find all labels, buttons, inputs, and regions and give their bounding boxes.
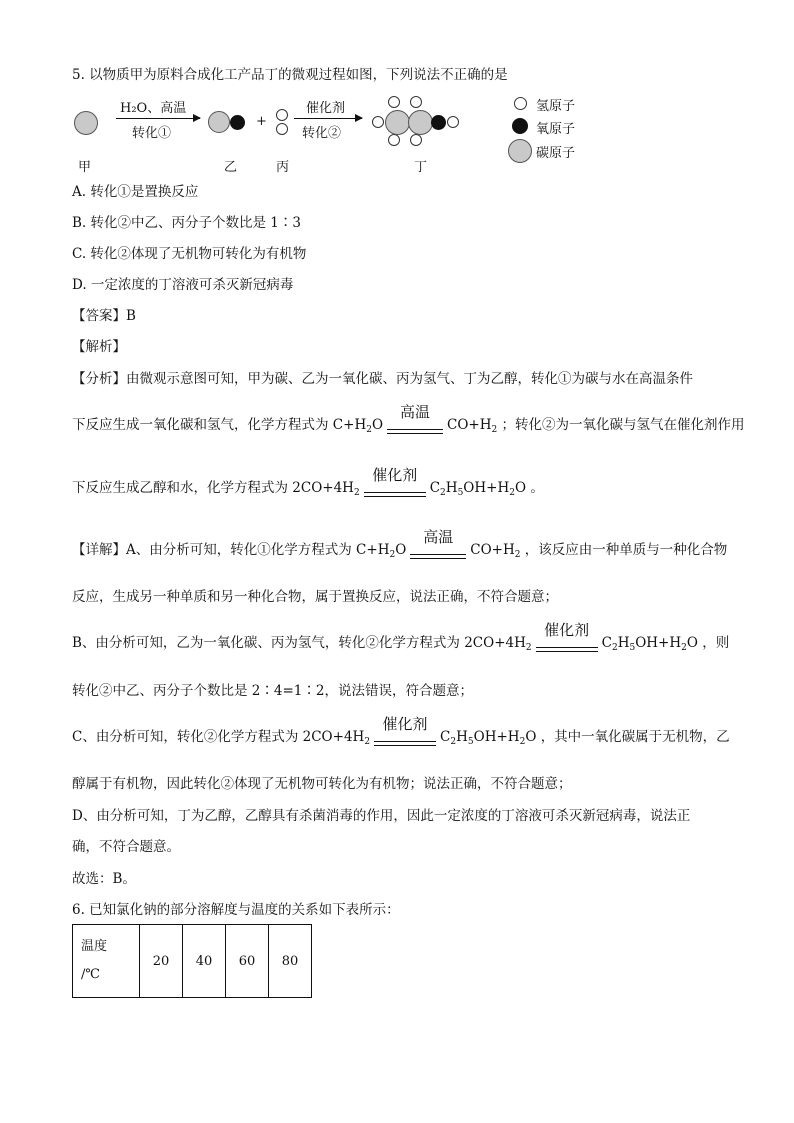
eq-text: O xyxy=(395,542,407,558)
oxygen-atom-icon xyxy=(230,115,245,130)
equation-2 xyxy=(302,715,537,747)
hydrogen-atom-icon xyxy=(410,96,422,108)
eq-text: OH+H xyxy=(473,729,520,745)
table-header-cell xyxy=(73,925,140,998)
eq-text: O xyxy=(686,635,698,651)
eq-text: 2CO+4H xyxy=(302,729,365,745)
eq-text: C+H xyxy=(356,542,390,558)
equation-2 xyxy=(292,466,527,498)
detail-c-text-1b: ，其中一氧化碳属于无机物，乙 xyxy=(540,729,730,745)
table-row xyxy=(73,925,312,998)
equals-sign xyxy=(385,403,445,439)
arrow1-condition: H₂O、高温 xyxy=(120,101,187,116)
hydrogen-atom-icon xyxy=(388,134,400,146)
label-ding: 丁 xyxy=(414,160,428,175)
fenxi-text-3a: 下反应生成乙醇和水，化学方程式为 xyxy=(72,480,288,496)
carbon-atom-icon xyxy=(408,110,433,135)
eq-sub: 2 xyxy=(450,737,457,747)
table-header-line-2: /℃ xyxy=(81,967,100,982)
eq-text: C xyxy=(429,480,441,496)
hydrogen-atom-icon xyxy=(276,109,288,121)
detail-d-line-1: D、由分析可知，丁为乙醇，乙醇具有杀菌消毒的作用，因此一定浓度的丁溶液可杀灭新冠病毒，说法正 xyxy=(72,808,691,824)
eq-text: O xyxy=(525,729,537,745)
eq-condition: 高温 xyxy=(423,528,454,546)
detail-b-line-1 xyxy=(72,621,730,657)
table-header-line-1: 温度 xyxy=(81,939,108,954)
legend-carbon: 碳原子 xyxy=(536,146,576,161)
eq-text: H xyxy=(617,635,630,651)
fenxi-tag: 【分析】 xyxy=(72,371,126,387)
eq-condition: 催化剂 xyxy=(544,621,590,639)
eq-sub: 2 xyxy=(611,643,618,653)
hydrogen-atom-icon xyxy=(447,116,459,128)
equation-1 xyxy=(332,403,498,435)
eq-text: O xyxy=(514,480,527,496)
oxygen-atom-icon xyxy=(431,115,446,130)
detail-b-line-2: 转化②中乙、丙分子个数比是 2∶4=1∶2，说法错误，符合题意； xyxy=(72,683,473,699)
eq-text: C xyxy=(440,729,451,745)
fenxi-line-3 xyxy=(72,466,544,502)
table-cell: 80 xyxy=(269,925,312,998)
eq-sub: 2 xyxy=(525,643,532,653)
xiangjie-tag: 【详解】 xyxy=(72,542,126,558)
eq-sub: 2 xyxy=(509,488,515,498)
conclusion: 故选：B。 xyxy=(72,871,136,887)
detail-a-text-1b: ，该反应由一种单质与一种化合物 xyxy=(524,542,728,558)
option-a: A. 转化①是置换反应 xyxy=(72,184,199,200)
carbon-atom-icon xyxy=(208,111,230,133)
fenxi-line-2 xyxy=(72,403,745,439)
detail-b-text-1a: B、由分析可知，乙为一氧化碳、丙为氢气，转化②化学方程式为 xyxy=(72,635,460,651)
option-d: D. 一定浓度的丁溶液可杀灭新冠病毒 xyxy=(72,277,294,293)
hydrogen-atom-icon xyxy=(388,96,400,108)
eq-text: C xyxy=(601,635,612,651)
equals-sign xyxy=(362,466,428,502)
table-cell: 60 xyxy=(226,925,269,998)
label-yi: 乙 xyxy=(224,160,238,175)
eq-sub: 2 xyxy=(366,425,372,435)
arrow2-condition: 催化剂 xyxy=(306,101,346,116)
eq-sub: 2 xyxy=(681,643,687,653)
equals-sign xyxy=(408,528,468,564)
fenxi-line-1 xyxy=(72,370,693,388)
eq-text: 2CO+4H xyxy=(292,480,354,496)
label-bing: 丙 xyxy=(276,160,290,175)
answer-line xyxy=(72,307,136,325)
eq-text: CO+H xyxy=(447,417,492,433)
eq-sub: 5 xyxy=(629,643,636,653)
legend-hydrogen: 氢原子 xyxy=(536,99,576,114)
eq-sub: 5 xyxy=(457,488,464,498)
hydrogen-atom-icon xyxy=(372,116,384,128)
eq-text: H xyxy=(445,480,458,496)
table-cell: 20 xyxy=(140,925,183,998)
equals-sign xyxy=(534,621,600,657)
reaction-arrow-2 xyxy=(294,118,362,119)
detail-a-line-2: 反应，生成另一种单质和另一种化合物，属于置换反应，说法正确，不符合题意； xyxy=(72,589,558,605)
eq-condition: 高温 xyxy=(400,403,431,421)
eq-condition: 催化剂 xyxy=(382,715,428,733)
fenxi-text-2a: 下反应生成一氧化碳和氢气，化学方程式为 xyxy=(72,417,329,433)
detail-a-line-1 xyxy=(72,528,728,564)
eq-sub: 2 xyxy=(364,737,371,747)
label-jia: 甲 xyxy=(78,160,92,175)
fenxi-text-1: 由微观示意图可知，甲为碳、乙为一氧化碳、丙为氢气、丁为乙醇，转化①为碳与水在高温条件 xyxy=(126,371,693,387)
answer-value: B xyxy=(126,308,136,324)
detail-c-line-2: 醇属于有机物，因此转化②体现了无机物可转化为有机物；说法正确，不符合题意； xyxy=(72,776,572,792)
eq-text: C+H xyxy=(332,417,367,433)
eq-text: H xyxy=(456,729,468,745)
eq-sub: 2 xyxy=(353,488,360,498)
reaction-diagram xyxy=(72,96,602,176)
eq-text: OH+H xyxy=(635,635,682,651)
eq-condition: 催化剂 xyxy=(372,466,418,484)
detail-c-text-1a: C、由分析可知，转化②化学方程式为 xyxy=(72,729,299,745)
solubility-table xyxy=(72,924,312,998)
oxygen-atom-icon xyxy=(512,118,528,134)
option-b: B. 转化②中乙、丙分子个数比是 1∶3 xyxy=(72,215,301,231)
eq-sub: 2 xyxy=(440,488,446,498)
equals-sign xyxy=(372,715,438,751)
eq-sub: 5 xyxy=(467,737,474,747)
detail-b-text-1b: ，则 xyxy=(702,635,730,651)
eq-sub: 2 xyxy=(519,737,526,747)
carbon-atom-icon xyxy=(74,111,98,135)
reaction-arrow-1 xyxy=(116,118,200,119)
arrow2-label: 转化② xyxy=(302,126,342,141)
eq-text: OH+H xyxy=(463,480,510,496)
detail-d-line-2: 确，不符合题意。 xyxy=(72,839,180,855)
option-c: C. 转化②体现了无机物可转化为有机物 xyxy=(72,246,307,262)
eq-sub: 2 xyxy=(491,425,498,435)
q6-stem: 6. 已知氯化钠的部分溶解度与温度的关系如下表所示： xyxy=(72,902,400,918)
equation-2 xyxy=(464,621,698,653)
eq-sub: 2 xyxy=(514,550,521,560)
table-cell: 40 xyxy=(183,925,226,998)
analysis-tag: 【解析】 xyxy=(72,339,126,355)
plus-sign: + xyxy=(256,114,267,129)
answer-tag: 【答案】 xyxy=(72,308,126,324)
q5-stem: 5. 以物质甲为原料合成化工产品丁的微观过程如图，下列说法不正确的是 xyxy=(72,67,508,83)
eq-text: 2CO+4H xyxy=(464,635,526,651)
fenxi-text-3b: 。 xyxy=(530,480,544,496)
eq-text: O xyxy=(371,417,384,433)
fenxi-text-2b: ；转化②为一氧化碳与氢气在催化剂作用 xyxy=(501,417,745,433)
eq-text: CO+H xyxy=(470,542,515,558)
hydrogen-atom-icon xyxy=(276,123,288,135)
equation-1 xyxy=(356,528,521,560)
legend-oxygen: 氧原子 xyxy=(536,122,576,137)
detail-a-text-1a: A、由分析可知，转化①化学方程式为 xyxy=(126,542,352,558)
arrow1-label: 转化① xyxy=(132,126,172,141)
hydrogen-atom-icon xyxy=(410,134,422,146)
detail-c-line-1 xyxy=(72,715,730,751)
eq-sub: 2 xyxy=(389,550,396,560)
carbon-atom-icon xyxy=(385,110,410,135)
carbon-atom-icon xyxy=(508,139,532,163)
hydrogen-atom-icon xyxy=(514,97,527,110)
